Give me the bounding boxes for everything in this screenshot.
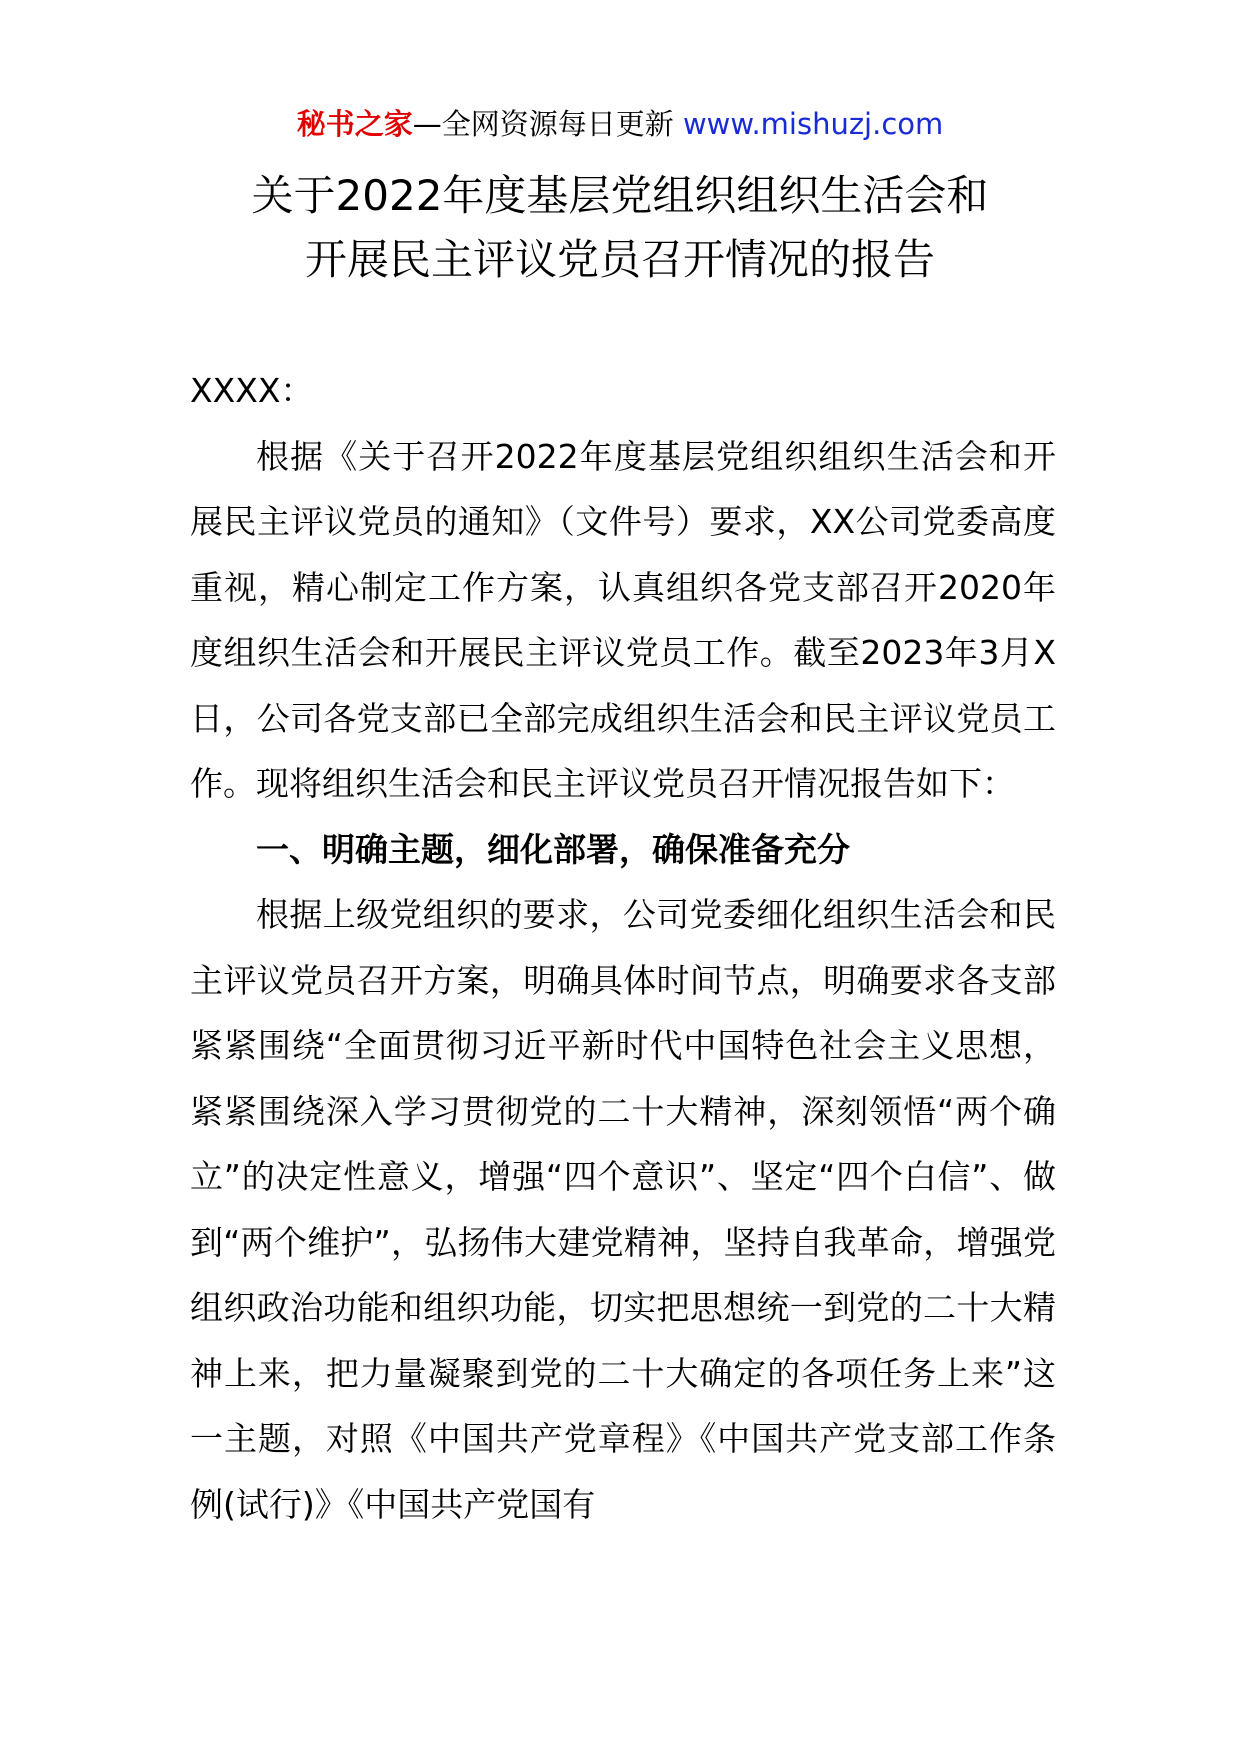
document-title-line-2: 开展民主评议党员召开情况的报告: [304, 235, 935, 284]
document-body: [190, 358, 1056, 1537]
document-title-line-1: 关于2022年度基层党组织组织生活会和: [251, 171, 989, 220]
paragraph-section-1: 根据上级党组织的要求，公司党委细化组织生活会和民主评议党员召开方案，明确具体时间节点，明确要求各支部紧紧围绕“全面贯彻习近平新时代中国特色社会主义思想，紧紧围绕深入学习贯彻党的二十大精神，深刻领悟“两个确立”的决定性意义，增强“四个意识”、坚定“四个白信”、做到“两个维护”，弘扬伟大建党精神，坚持自我革命，增强党组织政治功能和组织功能，切实把思想统一到党的二十大精神上来，把力量凝聚到党的二十大确定的各项任务上来”这一主题，对照《中国共产党章程》《中国共产党支部工作条例(试行)》《中国共产党国有: [190, 895, 1056, 1524]
header-url-link[interactable]: www.mishuzj.com: [682, 107, 944, 141]
header-tagline: —全网资源每日更新: [412, 107, 683, 141]
salutation: XXXX：: [190, 371, 314, 410]
paragraph-intro: 根据《关于召开2022年度基层党组织组织生活会和开展民主评议党员的通知》（文件号）要求，XX公司党委高度重视，精心制定工作方案，认真组织各党支部召开2020年度组织生活会和开展民主评议党员工作。截至2023年3月X日，公司各党支部已全部完成组织生活会和民主评议党员工作。现将组织生活会和民主评议党员召开情况报告如下：: [190, 436, 1056, 803]
section-heading-1: 一、明确主题，细化部署，确保准备充分: [256, 829, 850, 869]
site-header: [0, 104, 1240, 144]
header-brand: 秘书之家: [296, 107, 413, 141]
